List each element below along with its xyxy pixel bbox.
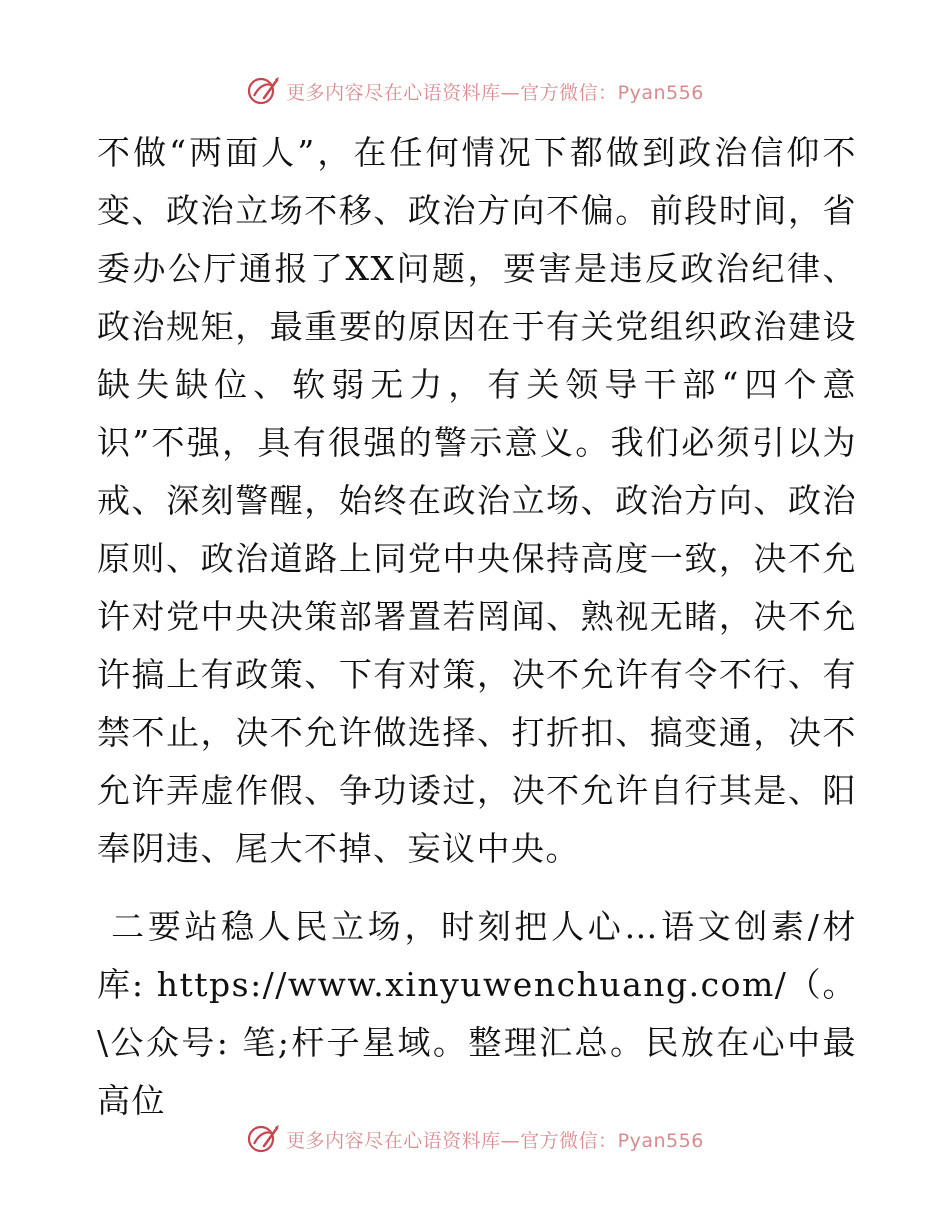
header-watermark	[0, 76, 950, 106]
footer-watermark	[0, 1124, 950, 1154]
paragraph-1: 不做“两面人”，在任何情况下都做到政治信仰不变、政治立场不移、政治方向不偏。前段时间，省委办公厅通报了XX问题，要害是违反政治纪律、政治规矩，最重要的原因在于有关党组织政治建设缺失缺位、软弱无力，有关领导干部“四个意识”不强，具有很强的警示意义。我们必须引以为戒、深刻警醒，始终在政治立场、政治方向、政治原则、政治道路上同党中央保持高度一致，决不允许对党中央决策部署置若罔闻、熟视无睹，决不允许搞上有政策、下有对策，决不允许有令不行、有禁不止，决不允许做选择、打折扣、搞变通，决不允许弄虚作假、争功诿过，决不允许自行其是、阳奉阴违、尾大不掉、妄议中央。	[97, 133, 857, 868]
watermark-text: 更多内容尽在心语资料库—官方微信：Pyan556	[286, 1129, 704, 1152]
watermark-logo-icon	[246, 1124, 280, 1154]
paragraph-2: 二要站稳人民立场，时刻把人心…语文创素/材库: https://www.xinyuwenchuang.com/（。\公众号: 笔;杆子星域。整理汇总。民放在心中最高位	[97, 907, 857, 1120]
watermark-text: 更多内容尽在心语资料库—官方微信：Pyan556	[286, 81, 704, 104]
watermark-logo-icon	[246, 76, 280, 106]
document-body	[97, 124, 857, 1130]
